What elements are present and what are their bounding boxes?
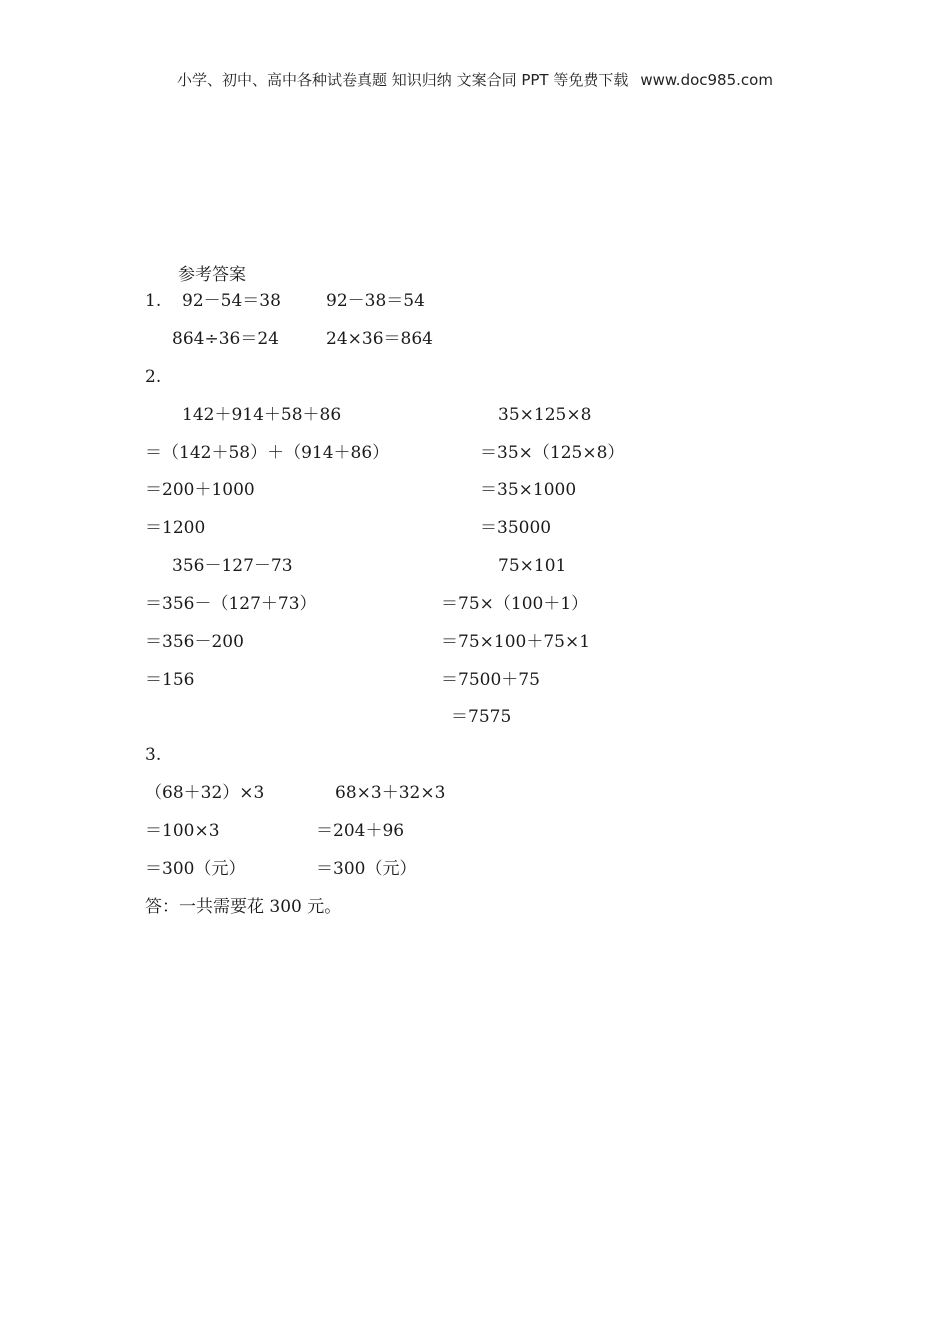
q3-a-line: ＝300（元） [145,859,246,879]
header-site: www.doc985.com [640,71,773,89]
q3-b-line: ＝300（元） [316,859,417,879]
q1-line2-b: 24×36＝864 [326,329,433,349]
q3-b-line: 68×3＋32×3 [335,783,446,803]
q2-d-line: ＝7575 [451,707,512,727]
page-header [0,69,950,90]
q2-b-line: 35×125×8 [498,405,592,425]
q2-d-line: ＝7500＋75 [441,670,540,690]
q2-c-line: 356－127－73 [172,556,293,576]
q1-number: 1. [145,291,162,311]
q2-a-line: ＝200＋1000 [145,480,255,500]
header-text: 小学、初中、高中各种试卷真题 知识归纳 文案合同 PPT 等免费下载 [177,71,629,89]
q1-line1-a: 92－54＝38 [182,291,281,311]
q3-a-line: （68＋32）×3 [145,783,265,803]
q2-b-line: ＝35000 [480,518,552,538]
q3-b-line: ＝204＋96 [316,821,405,841]
answer-title: 参考答案 [178,265,246,285]
q2-a-line: ＝1200 [145,518,206,538]
q2-c-line: ＝356－200 [145,632,244,652]
q2-d-line: 75×101 [498,556,567,576]
q3-answer: 答：一共需要花 300 元。 [145,897,342,917]
q2-c-line: ＝156 [145,670,195,690]
q1-line1-b: 92－38＝54 [326,291,425,311]
q2-d-line: ＝75×100＋75×1 [441,632,591,652]
q2-number: 2. [145,367,162,387]
q1-line2-a: 864÷36＝24 [172,329,279,349]
q2-a-line: 142＋914＋58＋86 [182,405,342,425]
q2-c-line: ＝356－（127＋73） [145,594,317,614]
q2-b-line: ＝35×1000 [480,480,577,500]
q2-a-line: ＝（142＋58）＋（914＋86） [145,443,390,463]
q3-number: 3. [145,745,162,765]
q2-b-line: ＝35×（125×8） [480,443,625,463]
q2-d-line: ＝75×（100＋1） [441,594,589,614]
q3-a-line: ＝100×3 [145,821,220,841]
